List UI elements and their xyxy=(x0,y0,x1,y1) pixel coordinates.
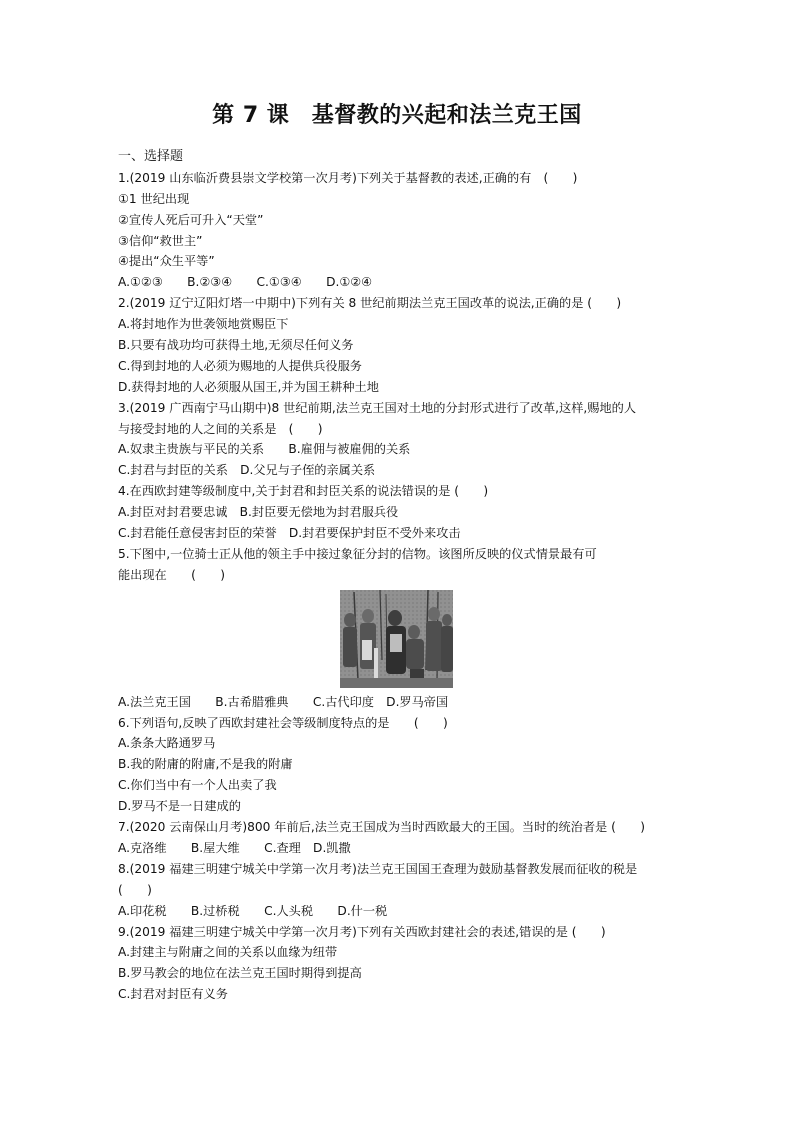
question-option: A.条条大路通罗马 xyxy=(118,736,216,751)
question-stem: 能出现在 ( ) xyxy=(118,567,226,582)
question-option: ①1 世纪出现 xyxy=(118,191,190,206)
question-option: B.我的附庸的附庸,不是我的附庸 xyxy=(118,757,293,772)
question-stem: 4.在西欧封建等级制度中,关于封君和封臣关系的说法错误的是 ( ) xyxy=(118,484,489,499)
lesson-title: 第 7 课 基督教的兴起和法兰克王国 xyxy=(212,103,582,128)
question-stem: 7.(2020 云南保山月考)800 年前后,法兰克王国成为当时西欧最大的王国。当时的统治者是 ( ) xyxy=(118,820,645,835)
question-option: C.封君对封臣有义务 xyxy=(118,987,228,1002)
question-option: A.克洛维 B.屋大维 C.查理 D.凯撒 xyxy=(118,840,351,855)
question-stem: 与接受封地的人之间的关系是 ( ) xyxy=(118,421,323,436)
question-stem: 9.(2019 福建三明建宁城关中学第一次月考)下列有关西欧封建社会的表述,错误的是 ( ) xyxy=(118,924,606,939)
question-option: ③信仰“救世主” xyxy=(118,233,203,248)
question-stem: 5.下图中,一位骑士正从他的领主手中接过象征分封的信物。该图所反映的仪式情景最有可 xyxy=(118,546,597,561)
question-option: A.印花税 B.过桥税 C.人头税 D.什一税 xyxy=(118,903,388,918)
section-heading: 一、选择题 xyxy=(118,149,184,164)
question-option: C.你们当中有一个人出卖了我 xyxy=(118,778,277,793)
figure-container xyxy=(118,590,688,690)
question-stem: ( ) xyxy=(118,882,152,897)
question-option: A.封建主与附庸之间的关系以血缘为纽带 xyxy=(118,945,338,960)
question-option: A.封臣对封君要忠诚 B.封臣要无偿地为封君服兵役 xyxy=(118,505,399,520)
question-stem: 6.下列语句,反映了西欧封建社会等级制度特点的是 ( ) xyxy=(118,715,448,730)
question-stem: 8.(2019 福建三明建宁城关中学第一次月考)法兰克王国国王查理为鼓励基督教发展而征收的税是 xyxy=(118,861,638,876)
question-option: B.只要有战功均可获得土地,无须尽任何义务 xyxy=(118,338,354,353)
question-list xyxy=(118,147,688,1005)
question-option: A.将封地作为世袭领地赏赐臣下 xyxy=(118,317,289,332)
question-option: A.①②③ B.②③④ C.①③④ D.①②④ xyxy=(118,275,373,290)
question-stem: 3.(2019 广西南宁马山期中)8 世纪前期,法兰克王国对土地的分封形式进行了改革,这样,赐地的人 xyxy=(118,400,637,415)
question-option: ④提出“众生平等” xyxy=(118,254,215,269)
question-option: C.得到封地的人必须为赐地的人提供兵役服务 xyxy=(118,358,362,373)
question-stem: 1.(2019 山东临沂费县崇文学校第一次月考)下列关于基督教的表述,正确的有 ( ) xyxy=(118,170,578,185)
question-option: C.封君与封臣的关系 D.父兄与子侄的亲属关系 xyxy=(118,463,376,478)
question-stem: 2.(2019 辽宁辽阳灯塔一中期中)下列有关 8 世纪前期法兰克王国改革的说法,正确的是 ( ) xyxy=(118,296,622,311)
question-option: A.奴隶主贵族与平民的关系 B.雇佣与被雇佣的关系 xyxy=(118,442,411,457)
question-option: D.获得封地的人必须服从国王,并为国王耕种土地 xyxy=(118,379,379,394)
question-option: D.罗马不是一日建成的 xyxy=(118,799,241,814)
knight-investiture-illustration xyxy=(340,590,453,688)
question-option: ②宣传人死后可升入“天堂” xyxy=(118,212,264,227)
question-option: C.封君能任意侵害封臣的荣誉 D.封君要保护封臣不受外来攻击 xyxy=(118,526,461,541)
question-option: A.法兰克王国 B.古希腊雅典 C.古代印度 D.罗马帝国 xyxy=(118,694,449,709)
question-option: B.罗马教会的地位在法兰克王国时期得到提高 xyxy=(118,966,362,981)
